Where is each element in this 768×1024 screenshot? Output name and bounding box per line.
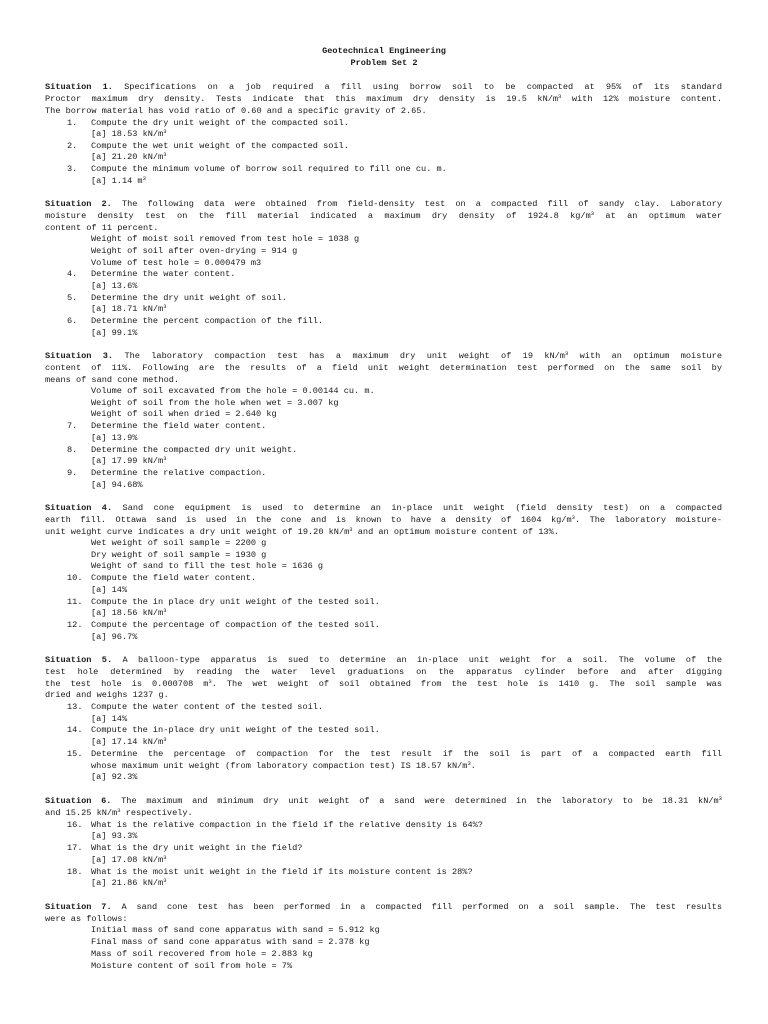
question-text: Compute the wet unit weight of the compacted soil. xyxy=(91,141,349,151)
situation-label: Situation 1. xyxy=(45,82,113,92)
situation-label: Situation 7. xyxy=(45,902,112,912)
situation-4-line-2: earth fill. Ottawa sand is used in the cone and is known to have a density of 1604 $kg/m^3$. The laboratory moisture- xyxy=(45,515,722,525)
answer: [a] 13.9% xyxy=(91,433,138,443)
given-data: Weight of sand to fill the test hole = 1636 g xyxy=(91,561,324,571)
question-text: Determine the percent compaction of the fill. xyxy=(91,316,324,326)
given-data: Moisture content of soil from hole = 7% xyxy=(91,961,293,971)
question-number: 8. xyxy=(67,445,78,455)
question-number: 11. xyxy=(67,597,83,607)
question-text: Compute the in-place dry unit weight of the tested soil. xyxy=(91,725,380,735)
question-text: Determine the compacted dry unit weight. xyxy=(91,445,298,455)
question-number: 10. xyxy=(67,573,83,583)
given-data: Final mass of sand cone apparatus with sand = 2.378 kg xyxy=(91,937,370,947)
situation-5-line-2: test hole determined by reading the water level graduations on the apparatus cylinder before and after digging xyxy=(45,667,722,677)
situation-1-line-3: The borrow material has void ratio of 0.60 and a specific gravity of 2.65. xyxy=(45,106,427,116)
question-text: Compute the water content of the tested soil. xyxy=(91,702,324,712)
answer: [a] 1.14 $m^3$ xyxy=(91,175,146,186)
question-number: 15. xyxy=(67,749,83,759)
situation-5-line-3: the test hole is 0.000708 $m^3$. The wet weight of soil obtained from the test hole is 1410 g. The soil sample was xyxy=(45,679,722,689)
question-text: What is the relative compaction in the field if the relative density is 64%? xyxy=(91,820,483,830)
question-number: 3. xyxy=(67,164,78,174)
answer: [a] 14% xyxy=(91,714,128,724)
question-text: Determine the relative compaction. xyxy=(91,468,267,478)
situation-label: Situation 6. xyxy=(45,796,112,806)
given-data: Weight of soil from the hole when wet = 3.007 kg xyxy=(91,398,339,408)
question-text: What is the moist unit weight in the field if its moisture content is 28%? xyxy=(91,867,473,877)
situation-3-line-1: Situation 3. The laboratory compaction test has a maximum dry unit weight of 19 $kN/m^3$ with an optimum moisture xyxy=(45,351,722,361)
question-number: 13. xyxy=(67,702,83,712)
situation-1-line-2: Proctor maximum dry density. Tests indicate that this maximum dry density is 19.5 $kN/m^3$ with 12% moisture content. xyxy=(45,94,722,104)
question-text: Compute the percentage of compaction of the tested soil. xyxy=(91,620,380,630)
situation-7-line-1: Situation 7. A sand cone test has been performed in a compacted fill performed on a soil sample. The test results xyxy=(45,902,722,912)
situation-3-line-2: content of 11%. Following are the results of a field unit weight determination test performed on the same soil by xyxy=(45,363,722,373)
document-title: Geotechnical Engineering xyxy=(322,46,446,56)
situation-5-line-1: Situation 5. A balloon-type apparatus is sued to determine an in-place unit weight for a soil. The volume of the xyxy=(45,655,722,665)
question-number: 17. xyxy=(67,843,83,853)
answer: [a] 21.20 $kN/m^3$ xyxy=(91,151,167,162)
answer: [a] 17.99 $kN/m^3$ xyxy=(91,455,167,466)
question-number: 2. xyxy=(67,141,78,151)
document-subtitle: Problem Set 2 xyxy=(350,58,418,68)
situation-6-line-1: Situation 6. The maximum and minimum dry unit weight of a sand were determined in the laboratory to be 18.31 $kN/m^3$ xyxy=(45,796,722,806)
situation-4-line-3: unit weight curve indicates a dry unit weight of 19.20 $kN/m^3$ and an optimum moisture content of 13%. xyxy=(45,526,559,537)
situation-label: Situation 4. xyxy=(45,503,113,513)
question-text: Determine the percentage of compaction for the test result if the soil is part of a compacted earth fill xyxy=(91,749,722,759)
given-data: Volume of soil excavated from the hole = 0.00144 cu. m. xyxy=(91,386,375,396)
question-number: 1. xyxy=(67,118,78,128)
answer: [a] 21.86 $kN/m^3$ xyxy=(91,877,167,888)
given-data: Dry weight of soil sample = 1930 g xyxy=(91,550,267,560)
answer: [a] 18.71 $kN/m^3$ xyxy=(91,303,167,314)
question-number: 4. xyxy=(67,269,78,279)
answer: [a] 13.6% xyxy=(91,281,138,291)
answer: [a] 99.1% xyxy=(91,328,138,338)
question-number: 7. xyxy=(67,421,78,431)
answer: [a] 96.7% xyxy=(91,632,138,642)
question-text: Compute the dry unit weight of the compacted soil. xyxy=(91,118,349,128)
answer: [a] 94.68% xyxy=(91,480,143,490)
situation-3-line-3: means of sand cone method. xyxy=(45,375,180,385)
answer: [a] 93.3% xyxy=(91,831,138,841)
question-text: Compute the field water content. xyxy=(91,573,257,583)
given-data: Weight of soil when dried = 2.640 kg xyxy=(91,409,277,419)
answer: [a] 92.3% xyxy=(91,772,138,782)
situation-2-line-3: content of 11 percent. xyxy=(45,223,159,233)
question-text: Determine the field water content. xyxy=(91,421,267,431)
given-data: Volume of test hole = 0.000479 m3 xyxy=(91,258,262,268)
question-number: 18. xyxy=(67,867,83,877)
question-text: Determine the dry unit weight of soil. xyxy=(91,293,287,303)
question-text: Determine the water content. xyxy=(91,269,236,279)
question-number: 6. xyxy=(67,316,78,326)
question-text: What is the dry unit weight in the field? xyxy=(91,843,303,853)
question-number: 12. xyxy=(67,620,83,630)
situation-label: Situation 2. xyxy=(45,199,112,209)
situation-6-line-2: and 15.25 $kN/m^3$ respectively. xyxy=(45,807,193,818)
answer: [a] 17.08 $kN/m^3$ xyxy=(91,854,167,865)
question-number: 16. xyxy=(67,820,83,830)
question-number: 5. xyxy=(67,293,78,303)
question-number: 14. xyxy=(67,725,83,735)
answer: [a] 17.14 $kN/m^3$ xyxy=(91,736,167,747)
situation-label: Situation 3. xyxy=(45,351,114,361)
given-data: Weight of moist soil removed from test hole = 1038 g xyxy=(91,234,360,244)
given-data: Wet weight of soil sample = 2200 g xyxy=(91,538,267,548)
question-text: Compute the in place dry unit weight of the tested soil. xyxy=(91,597,380,607)
question-text-continued: whose maximum unit weight (from laboratory compaction test) IS 18.57 $kN/m^3$. xyxy=(91,760,476,771)
answer: [a] 18.53 $kN/m^3$ xyxy=(91,128,167,139)
situation-2-line-2: moisture density test on the fill material indicated a maximum dry density of 1924.8 $kg/m^3$ at an optimum water xyxy=(45,211,722,221)
given-data: Weight of soil after oven-drying = 914 g xyxy=(91,246,298,256)
situation-1-line-1: Situation 1. Specifications on a job required a fill using borrow soil to be compacted at 95% of its standard xyxy=(45,82,722,92)
answer: [a] 14% xyxy=(91,585,128,595)
answer: [a] 18.56 $kN/m^3$ xyxy=(91,607,167,618)
given-data: Mass of soil recovered from hole = 2.883 kg xyxy=(91,949,313,959)
situation-label: Situation 5. xyxy=(45,655,113,665)
situation-5-line-4: dried and weighs 1237 g. xyxy=(45,690,169,700)
question-number: 9. xyxy=(67,468,78,478)
situation-7-line-2: were as follows: xyxy=(45,914,128,924)
question-text: Compute the minimum volume of borrow soil required to fill one cu. m. xyxy=(91,164,447,174)
situation-2-line-1: Situation 2. The following data were obtained from field-density test on a compacted fill of sandy clay. Laboratory xyxy=(45,199,722,209)
situation-4-line-1: Situation 4. Sand cone equipment is used to determine an in-place unit weight (field density test) on a compacted xyxy=(45,503,722,513)
given-data: Initial mass of sand cone apparatus with sand = 5.912 kg xyxy=(91,925,380,935)
